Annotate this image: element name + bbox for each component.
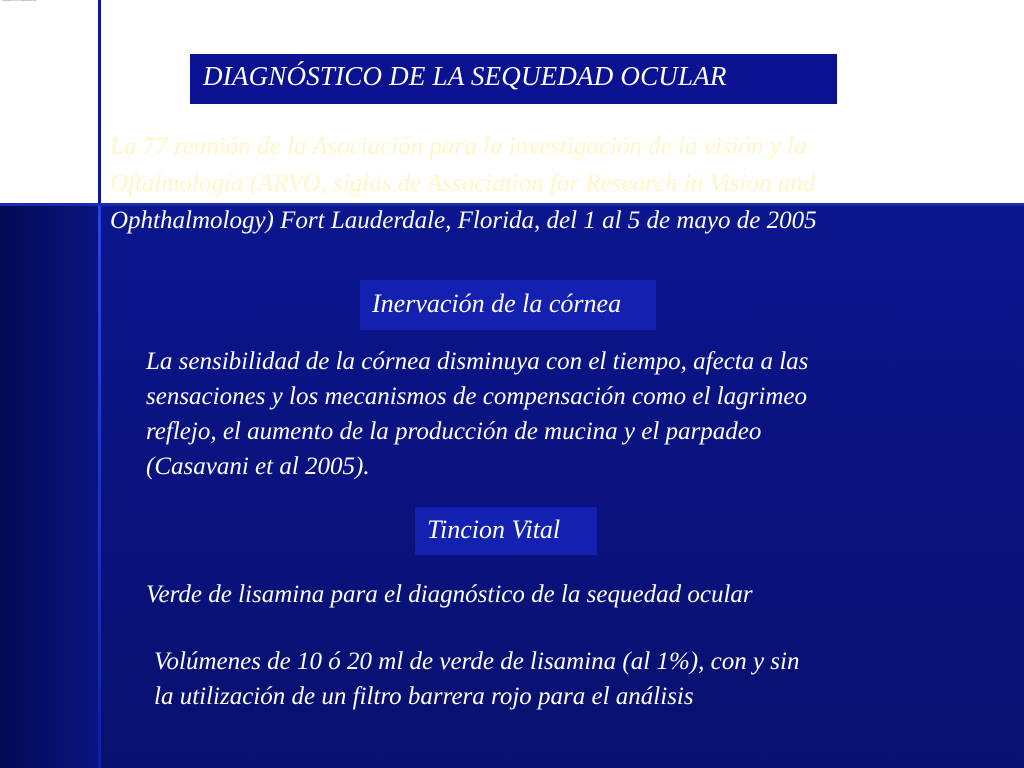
intro-paragraph bbox=[110, 128, 1010, 239]
slide-title: DIAGNÓSTICO DE LA SEQUEDAD OCULAR bbox=[203, 61, 727, 91]
section-heading-innervation: Inervación de la córnea bbox=[372, 289, 622, 318]
header-caption: Diagnóstico de la sequedad ocular bbox=[2, 0, 37, 2]
intro-line-1: La 77 reunión de la Asociación para la investigación de la visión y la bbox=[110, 133, 807, 160]
lissamine-volume-line-1: Volúmenes de 10 ó 20 ml de verde de lisamina (al 1%), con y sin bbox=[154, 648, 800, 675]
innervation-line-1: La sensibilidad de la córnea disminuya con el tiempo, afecta a las bbox=[146, 348, 809, 375]
innervation-line-2: sensaciones y los mecanismos de compensación como el lagrimeo bbox=[146, 383, 807, 410]
intro-line-2: Oftalmología (ARVO, siglas de Association for Research in Vision and bbox=[110, 170, 816, 197]
lissamine-volume-line-2: la utilización de un filtro barrera rojo para el análisis bbox=[154, 683, 694, 710]
intro-line-3: Ophthalmology) Fort Lauderdale, Florida, del 1 al 5 de mayo de 2005 bbox=[110, 207, 817, 234]
lissamine-line: Verde de lisamina para el diagnóstico de la sequedad ocular bbox=[146, 581, 753, 608]
innervation-line-4: (Casavani et al 2005). bbox=[146, 453, 370, 480]
innervation-line-3: reflejo, el aumento de la producción de mucina y el parpadeo bbox=[146, 418, 762, 445]
section-heading-vital-stain: Tincion Vital bbox=[427, 515, 561, 544]
lissamine-volume-paragraph bbox=[154, 644, 974, 714]
innervation-paragraph bbox=[146, 344, 966, 484]
top-panel-divider bbox=[98, 0, 101, 205]
